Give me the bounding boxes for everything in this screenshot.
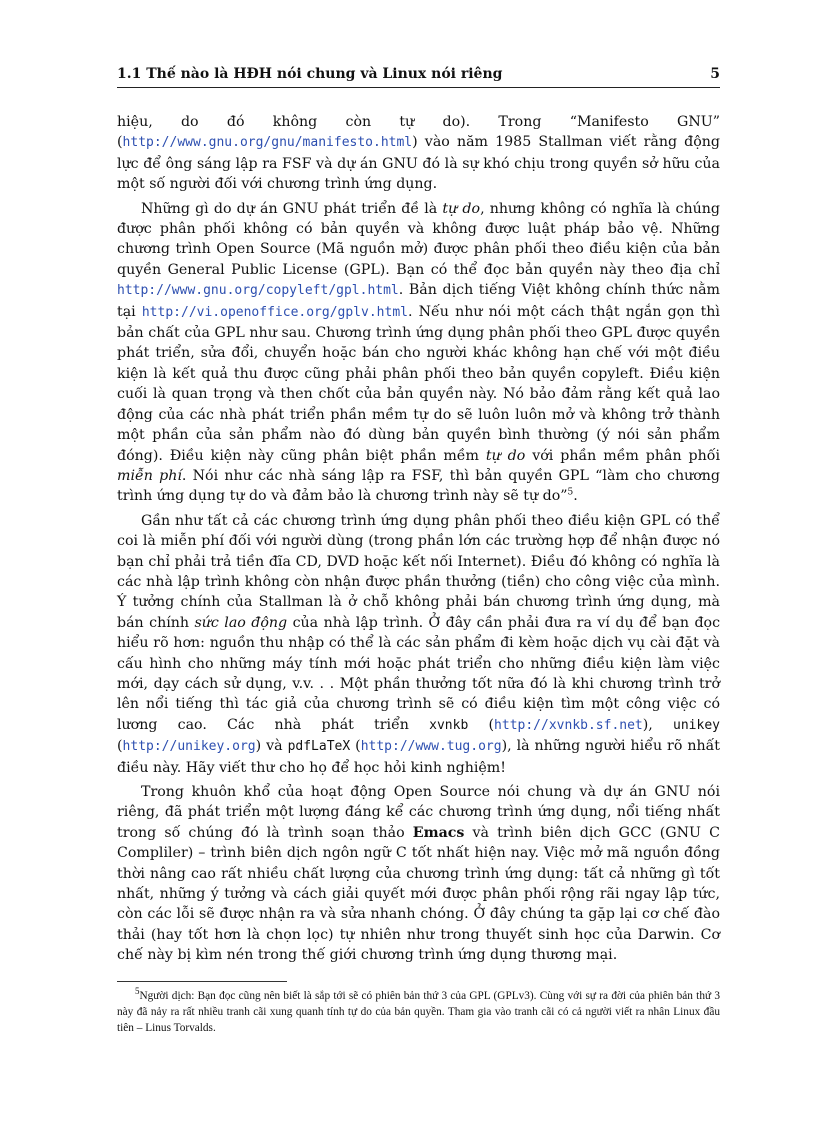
- text: với phần mềm phân phối: [525, 447, 720, 464]
- text: (: [468, 716, 495, 733]
- link-xvnkb[interactable]: http://xvnkb.sf.net: [494, 717, 643, 733]
- text: ),: [642, 716, 674, 733]
- emphasis: sức lao động: [194, 614, 288, 631]
- code-pdflatex: pdfLaTeX: [287, 739, 351, 755]
- paragraph-1: [117, 112, 720, 195]
- text: và trình biên dịch GCC (GNU C Compliler) – trình biên dịch ngôn ngữ C tốt nhất hiện nay. Việc mở mã nguồn đồng thời nâng cao rất nhiều chất lượng của chương trình ứng dụng: tất cả những gì tốt nhất, những ý tưởng và cách giải quyết mới được phân phối rộng rãi ngay lập tức, còn các lỗi sẽ được nhận ra và sửa nhanh chóng. Ở đây chúng ta gặp lại cơ chế đào thải (hay tốt hơn là chọn lọc) tự nhiên như trong thuyết sinh học của Darwin. Cơ chế này bị kìm nén trong thế giới chương trình ứng dụng thương mại.: [117, 824, 720, 964]
- page: [117, 56, 720, 966]
- bold-emacs: Emacs: [412, 824, 465, 841]
- link-gplv-vi[interactable]: http://vi.openoffice.org/gplv.html: [141, 304, 408, 320]
- text: . Bản dịch tiếng Việt không chính thức nằm tại: [117, 282, 720, 320]
- link-tug[interactable]: http://www.tug.org: [360, 739, 502, 755]
- link-gnu-manifesto[interactable]: http://www.gnu.org/gnu/manifesto.html: [122, 135, 413, 151]
- text: của nhà lập trình. Ở đây cần phải đưa ra ví dụ để bạn đọc hiểu rõ hơn: nguồn thu nhập có thể là các sản phẩm đi kèm hoặc dịch vụ cài đặt và cấu hình cho những máy tính mới hoặc phát triển cho những điều kiện làm việc mới, dạy cách sử dụng, v.v. . . Một phần thưởng tốt nữa đó là khi chương trình trở lên nổi tiếng thì tác giả của chương trình sẽ có điều kiện tìm một công việc có lương cao. Các nhà phát triển: [117, 614, 721, 733]
- footnote-text: Người dịch: Bạn đọc cũng nên biết là sắp tới sẽ có phiên bản thứ 3 của GPL (GPLv3). Cùng với sự ra đời của phiên bản thứ 3 này đã nảy ra rất nhiều tranh cãi xung quanh tính tự do của bản quyền. Tham gia vào tranh cãi có cả người viết ra nhân Linux đầu tiên – Linus Torvalds.: [117, 990, 720, 1034]
- text: (: [117, 738, 123, 755]
- link-unikey[interactable]: http://unikey.org: [122, 739, 256, 755]
- text: . Nếu như nói một cách thật ngắn gọn thì bản chất của GPL như sau. Chương trình ứng dụng phân phối theo GPL được quyền phát triển, sửa đổi, chuyển hoặc bán cho người khác không hạn chế với một điều kiện là kết quả thu được cũng phải phân phối theo bản quyền copyleft. Điều kiện cuối là quan trọng và then chốt của bản quyền này. Nó bảo đảm rằng kết quả lao động của các nhà phát triển phần mềm tự do sẽ luôn luôn mở và không trở thành một phần của sản phẩm nào đó dùng bản quyền bình thường (ý nói sản phẩm đóng). Điều kiện này cũng phân biệt phần mềm: [117, 303, 720, 464]
- text: hiệu, do đó không còn tự do). Trong “Manifesto GNU” (: [117, 114, 720, 151]
- text: .: [573, 488, 578, 505]
- link-gpl[interactable]: http://www.gnu.org/copyleft/gpl.html: [117, 283, 399, 299]
- text: Những gì do dự án GNU phát triển đề là: [141, 200, 443, 217]
- text: ), là những người hiểu rõ nhất điều này. Hãy viết thư cho họ để học hỏi kinh nghiệm!: [117, 738, 721, 776]
- footnote: [117, 988, 720, 1036]
- emphasis: miễn phí: [117, 467, 182, 484]
- paragraph-2: [117, 199, 720, 507]
- code-xvnkb: xvnkb: [429, 717, 469, 733]
- emphasis: tự do: [442, 200, 481, 217]
- body-text: [117, 112, 720, 966]
- text: . Nói như các nhà sáng lập ra FSF, thì bản quyền GPL “làm cho chương trình ứng dụng tự do và đảm bảo là chương trình này sẽ tự do”: [117, 467, 720, 505]
- section-title: 1.1 Thế nào là HĐH nói chung và Linux nói riêng: [117, 66, 503, 82]
- text: , nhưng không có nghĩa là chúng được phân phối không có bản quyền và không được luật pháp bảo vệ. Những chương trình Open Source (Mã nguồn mở) được phân phối theo điều kiện của bản quyền General Public License (GPL). Bạn có thể đọc bản quyền này theo địa chỉ: [117, 200, 720, 278]
- code-unikey: unikey: [673, 717, 720, 733]
- paragraph-4: [117, 782, 720, 966]
- emphasis: tự do: [485, 447, 526, 464]
- text: (: [350, 738, 361, 755]
- footnote-number: 5: [135, 986, 140, 997]
- text: Trong khuôn khổ của hoạt động Open Source nói chung và dự án GNU nói riêng, đã phát triển một lượng đáng kể các chương trình ứng dụng, nổi tiếng nhất trong số chúng đó là trình soạn thảo: [117, 784, 720, 841]
- text: ) vào năm 1985 Stallman viết rằng động lực để ông sáng lập ra FSF và dự án GNU đó là sự khó chịu trong quyền sở hữu của một số người đối với chương trình ứng dụng.: [117, 134, 720, 193]
- paragraph-3: [117, 511, 720, 778]
- page-number: 5: [710, 66, 720, 82]
- footnote-divider: [117, 981, 287, 982]
- footnote-ref[interactable]: 5: [567, 487, 574, 498]
- running-header: [117, 66, 720, 88]
- text: Gần như tất cả các chương trình ứng dụng phân phối theo điều kiện GPL có thể coi là miễn phí đối với người dùng (trong phần lớn các trường hợp để nhận được nó bạn chỉ phải trả tiền đĩa CD, DVD hoặc kết nối Internet). Điều đó không có nghĩa là các nhà lập trình không còn nhận được phần thưởng (tiền) cho công việc của mình. Ý tưởng chính của Stallman là ở chỗ không phải bán chương trình ứng dụng, mà bán chính: [117, 512, 720, 631]
- text: ) và: [255, 738, 288, 755]
